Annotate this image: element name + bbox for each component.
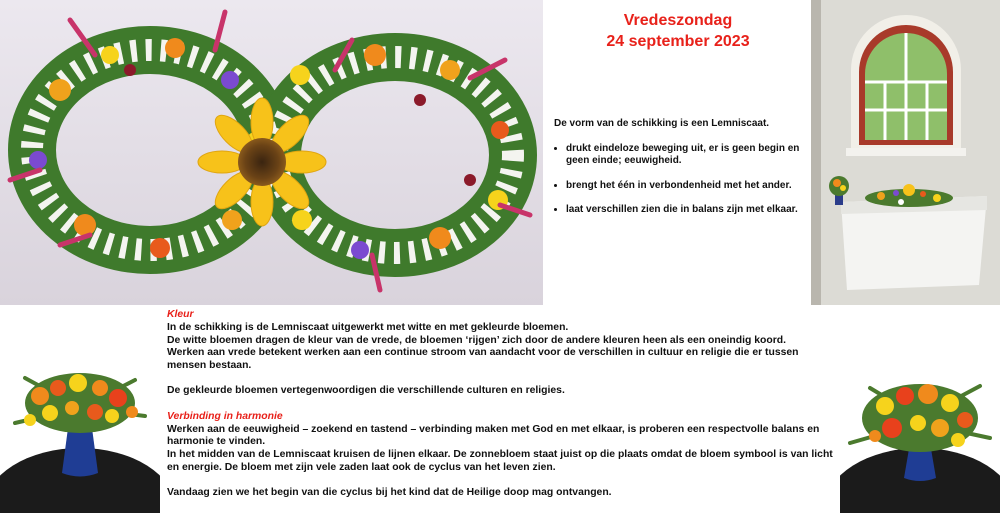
right-bouquet-photo bbox=[840, 308, 1000, 513]
section-heading-kleur: Kleur bbox=[167, 309, 194, 320]
church-window-photo bbox=[811, 0, 1000, 305]
title-line-1: Vredeszondag bbox=[623, 12, 733, 29]
title-line-2: 24 september 2023 bbox=[606, 33, 750, 50]
paragraph: Vandaag zien we het begin van die cyclus bij het kind dat de Heilige doop mag ontvangen. bbox=[167, 487, 612, 499]
paragraph: In het midden van de Lemniscaat kruisen de lijnen elkaar. De zonnebloem staat juist op die plaats omdat de bloem symbool is van licht en energie. De bloem met zijn vele zaden laat ook de cyclus van het leven zien. bbox=[167, 449, 833, 473]
intro-bullet: • brengt het één in verbondenheid met het ander. bbox=[566, 180, 810, 193]
intro-bullet: • laat verschillen zien die in balans zijn met elkaar. bbox=[566, 204, 810, 217]
intro-block bbox=[554, 118, 810, 229]
intro-bullet: • drukt eindeloze beweging uit, er is geen begin en geen einde; eeuwigheid. bbox=[566, 143, 810, 168]
lemniscate-wreath-photo bbox=[0, 0, 543, 305]
body-text bbox=[167, 309, 835, 500]
paragraph: De gekleurde bloemen vertegenwoordigen die verschillende culturen en religies. bbox=[167, 385, 565, 397]
intro-bullet-list bbox=[554, 143, 810, 217]
paragraph: In de schikking is de Lemniscaat uitgewerkt met witte en met gekleurde bloemen. bbox=[167, 321, 569, 333]
section-heading-harmonie: Verbinding in harmonie bbox=[167, 410, 283, 422]
intro-lead: De vorm van de schikking is een Lemniscaat. bbox=[554, 118, 770, 129]
left-bouquet-photo bbox=[0, 308, 160, 513]
paragraph: Werken aan de eeuwigheid – zoekend en tastend – verbinding maken met God en met elkaar, is proberen een respectvolle balans en harmonie te vinden. bbox=[167, 423, 820, 448]
paragraph: De witte bloemen dragen de kleur van de vrede, de bloemen ‘rijgen’ zich door de andere kleuren heen als een oneindig koord. bbox=[167, 334, 786, 346]
page-title bbox=[548, 10, 808, 52]
paragraph: Werken aan vrede betekent werken aan een continue stroom van aandacht voor de verschillen in cultuur en religie die er tussen mensen bestaan. bbox=[167, 347, 799, 372]
